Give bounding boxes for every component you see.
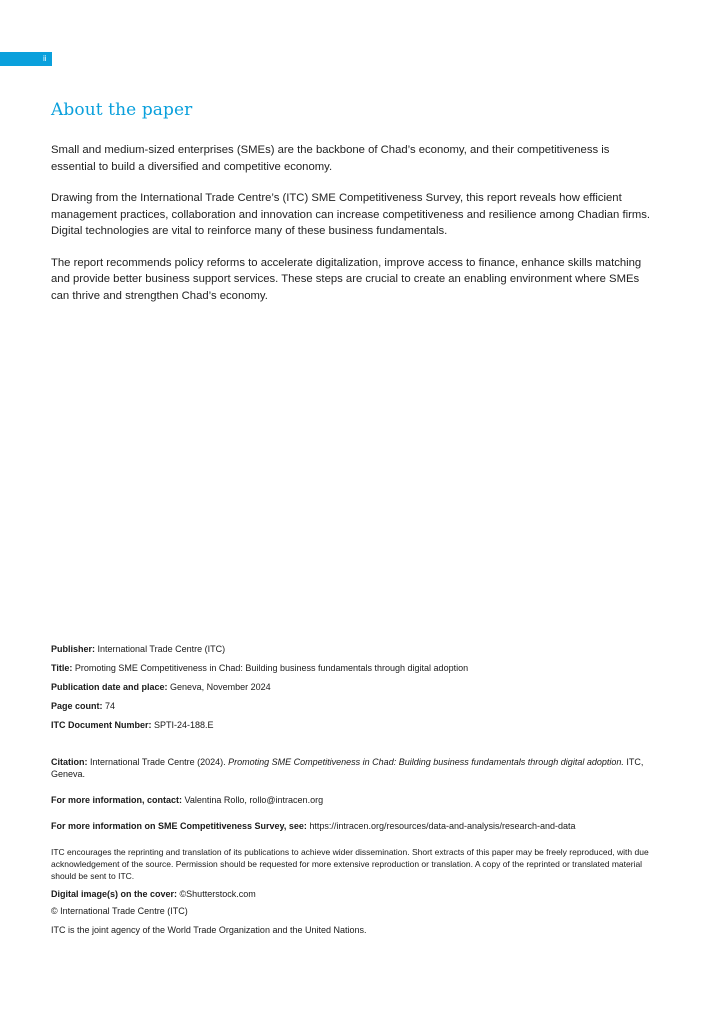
cover-credit-value: ©Shutterstock.com bbox=[179, 889, 256, 899]
survey-label: For more information on SME Competitiveness Survey, see: bbox=[51, 821, 307, 831]
page-number-tab bbox=[0, 52, 52, 66]
page-count-value: 74 bbox=[105, 701, 116, 711]
citation-title: Promoting SME Competitiveness in Chad: Building business fundamentals through digital adoption. bbox=[228, 757, 624, 767]
date-value: Geneva, November 2024 bbox=[170, 682, 271, 692]
contact-label: For more information, contact: bbox=[51, 795, 183, 805]
citation-suffix: ITC, Geneva. bbox=[51, 757, 644, 779]
intro-paragraph: Small and medium-sized enterprises (SMEs) are the backbone of Chad’s economy, and their competitiveness is essential to build a diversified and competitive economy. bbox=[51, 144, 610, 173]
document-number-value: SPTI-24-188.E bbox=[154, 720, 214, 730]
title-label: Title: bbox=[51, 663, 73, 673]
citation-label: Citation: bbox=[51, 757, 88, 767]
page-number: ii bbox=[43, 54, 47, 63]
publisher-label: Publisher: bbox=[51, 644, 96, 654]
publisher-value: International Trade Centre (ITC) bbox=[97, 644, 226, 654]
contact-row bbox=[51, 794, 323, 806]
intro-paragraph: Drawing from the International Trade Centre’s (ITC) SME Competitiveness Survey, this report reveals how efficient management practices, collaboration and innovation can increase competitiveness and resilience among Chadian firms. Digital technologies are vital to reinforce many of these business fundamentals. bbox=[51, 192, 651, 237]
intro-paragraph: The report recommends policy reforms to accelerate digitalization, improve access to finance, enhance skills matching and provide better business support services. These steps are crucial to create an enabling environment where SMEs can thrive and strengthen Chad’s economy. bbox=[51, 256, 642, 302]
cover-credit-label: Digital image(s) on the cover: bbox=[51, 889, 178, 899]
date-label: Publication date and place: bbox=[51, 682, 168, 692]
survey-link[interactable]: https://intracen.org/resources/data-and-analysis/research-and-data bbox=[309, 821, 576, 831]
reprint-notice: ITC encourages the reprinting and translation of its publications to achieve wider dissemination. Short extracts of this paper may be freely reproduced, with due acknowledgement of the source. Permission should be requested for more extensive reproduction or translation. A copy of the reprinted or translated material should be sent to ITC. bbox=[51, 847, 649, 881]
contact-value[interactable]: Valentina Rollo, rollo@intracen.org bbox=[184, 795, 324, 805]
document-number-label: ITC Document Number: bbox=[51, 720, 152, 730]
page-count-label: Page count: bbox=[51, 701, 103, 711]
page-title: About the paper bbox=[51, 100, 193, 120]
intro-section bbox=[51, 142, 657, 319]
title-value: Promoting SME Competitiveness in Chad: Building business fundamentals through digital adoption bbox=[74, 663, 469, 673]
cover-credit-row bbox=[51, 888, 256, 900]
page-count-row bbox=[51, 700, 115, 712]
citation-row bbox=[51, 756, 661, 780]
agency-notice: ITC is the joint agency of the World Trade Organization and the United Nations. bbox=[51, 925, 367, 935]
copyright-notice: © International Trade Centre (ITC) bbox=[51, 906, 188, 916]
survey-row bbox=[51, 820, 576, 832]
citation-prefix: International Trade Centre (2024). bbox=[90, 757, 226, 767]
publisher-row bbox=[51, 643, 225, 655]
document-number-row bbox=[51, 719, 214, 731]
date-row bbox=[51, 681, 271, 693]
title-row bbox=[51, 662, 468, 674]
